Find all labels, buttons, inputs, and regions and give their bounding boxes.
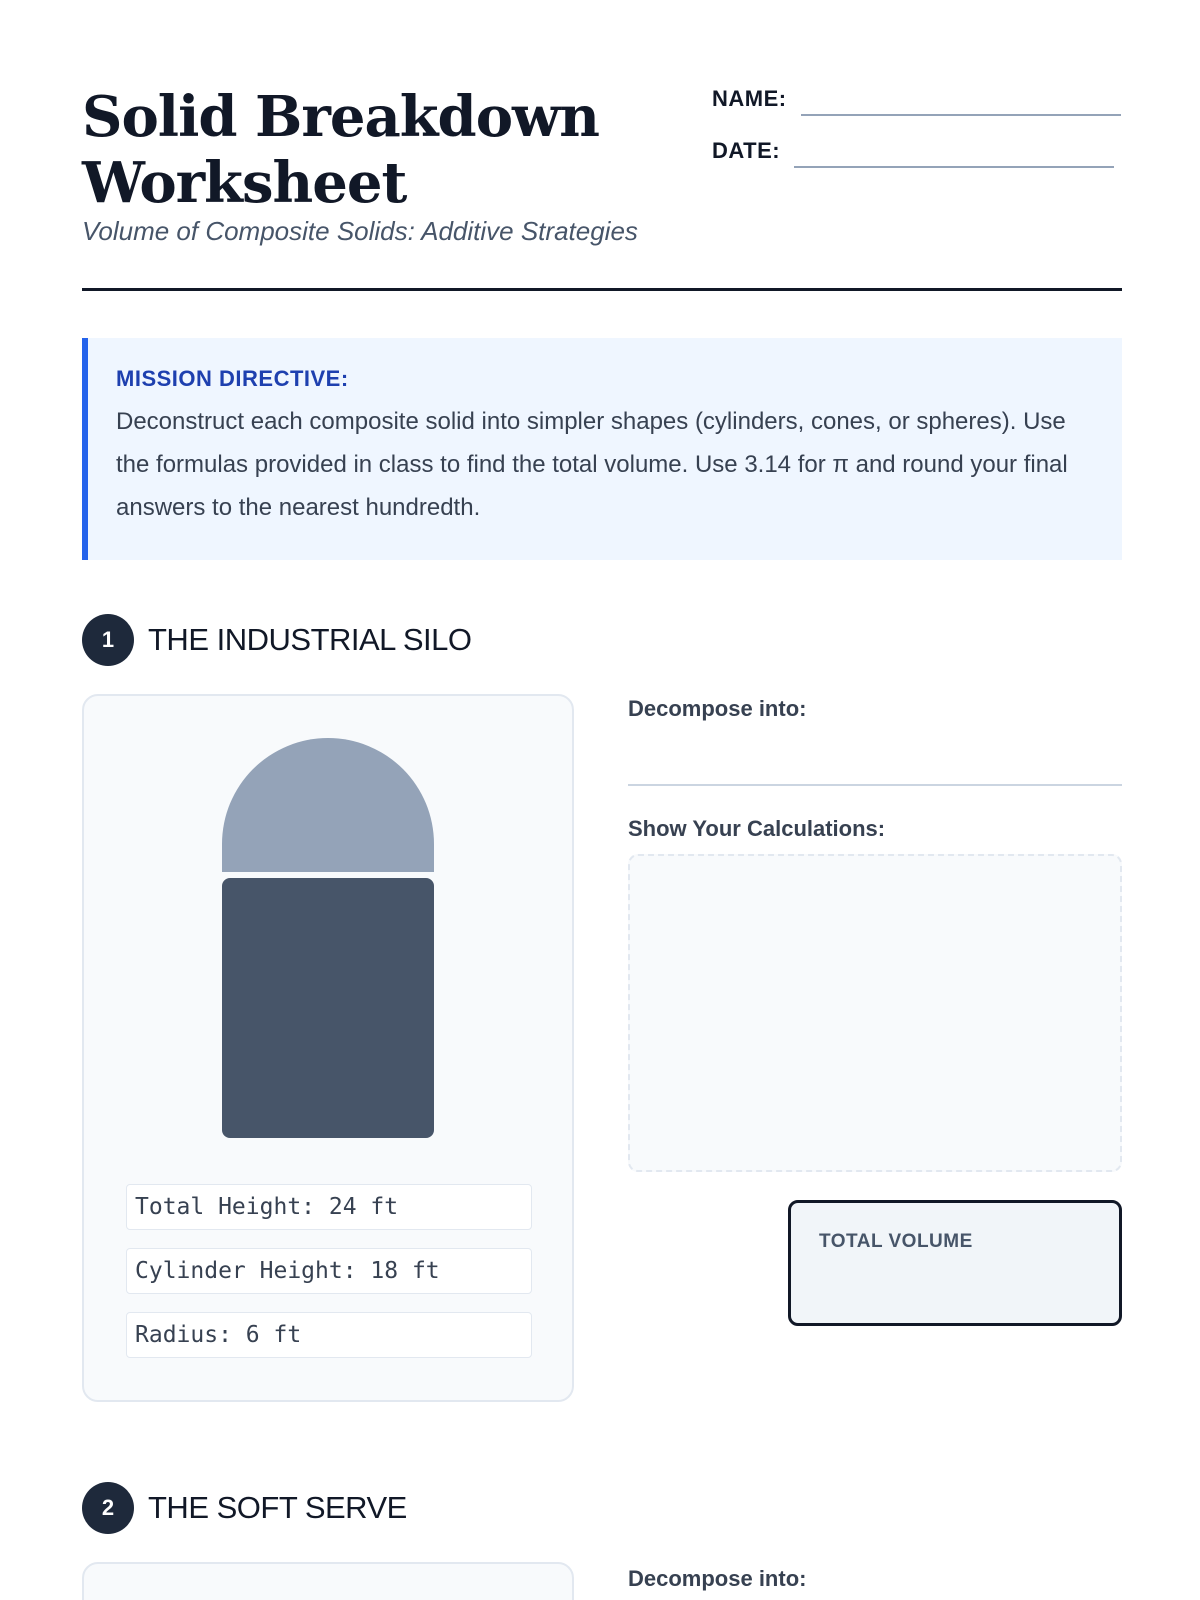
silo-cylinder-shape — [222, 878, 434, 1138]
dimension-total-height: Total Height: 24 ft — [126, 1184, 532, 1230]
dimension-cylinder-height: Cylinder Height: 18 ft — [126, 1248, 532, 1294]
date-field[interactable] — [794, 166, 1114, 168]
name-field[interactable] — [801, 114, 1121, 116]
decompose-label: Decompose into: — [628, 1566, 807, 1591]
decompose-label: Decompose into: — [628, 696, 807, 721]
decompose-answer-field[interactable] — [628, 784, 1122, 786]
problem-1-figure-card — [82, 694, 574, 1402]
calculations-work-area[interactable] — [628, 854, 1122, 1172]
worksheet-header — [82, 80, 1122, 291]
page-title: Solid Breakdown Worksheet — [82, 84, 599, 216]
date-label: DATE: — [712, 138, 781, 163]
problem-title: THE SOFT SERVE — [148, 1490, 407, 1525]
total-volume-box[interactable] — [788, 1200, 1122, 1326]
problem-1-heading — [82, 614, 472, 666]
directive-label: MISSION DIRECTIVE: — [116, 366, 349, 391]
problem-title: THE INDUSTRIAL SILO — [148, 622, 472, 657]
silo-diagram — [84, 696, 576, 1404]
problem-number-badge: 1 — [82, 614, 134, 666]
problem-2-figure-card — [82, 1562, 574, 1600]
total-volume-label: TOTAL VOLUME — [819, 1231, 973, 1252]
directive-text: Deconstruct each composite solid into simpler shapes (cylinders, cones, or spheres). Use the formulas provided in class to find the total volume. Use 3.14 for π and round your final answers to the nearest hundredth. — [116, 408, 1068, 521]
problem-number-badge: 2 — [82, 1482, 134, 1534]
name-row — [712, 86, 1121, 112]
page-subtitle: Volume of Composite Solids: Additive Strategies — [82, 216, 638, 246]
silo-dome-shape — [222, 738, 434, 872]
date-row — [712, 138, 1114, 164]
dimension-radius: Radius: 6 ft — [126, 1312, 532, 1358]
mission-directive — [82, 338, 1122, 560]
name-label: NAME: — [712, 86, 787, 111]
calculations-label: Show Your Calculations: — [628, 816, 886, 841]
problem-2-heading — [82, 1482, 407, 1534]
